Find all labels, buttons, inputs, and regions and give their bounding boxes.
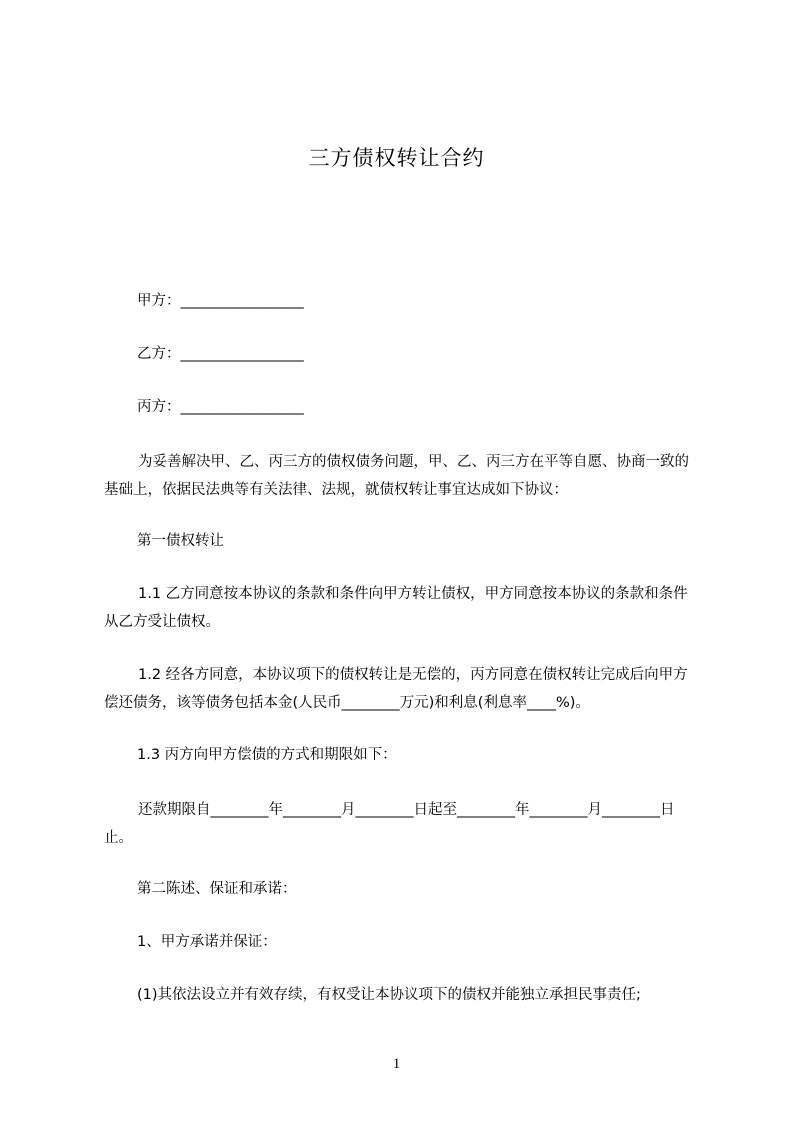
item-1-1-text: (1)其依法设立并有效存续，有权受让本协议项下的债权并能独立承担民事责任;	[137, 987, 641, 1003]
item-1-heading: 1、甲方承诺并保证：	[137, 934, 277, 950]
clause-1-2: 1.2 经各方同意，本协议项下的债权转让是无偿的，丙方同意在债权转让完成后向甲方偿还债务，该等债务包括本金(人民币________万元)和利息(利息率____%)。	[104, 667, 688, 711]
party-b-line: 乙方：_________________	[137, 346, 304, 362]
repayment-period-paragraph: 还款期限自________年________月________日起至________年________月________日止。	[104, 802, 675, 846]
page-number: 1	[392, 1056, 401, 1072]
clause-1-3: 1.3 丙方向甲方偿债的方式和期限如下：	[137, 747, 397, 763]
clause-1-1: 1.1 乙方同意按本协议的条款和条件向甲方转让债权，甲方同意按本协议的条款和条件从乙方受让债权。	[104, 586, 688, 630]
party-a-line: 甲方：_________________	[137, 293, 304, 309]
preamble-paragraph: 为妥善解决甲、乙、丙三方的债权债务问题，甲、乙、丙三方在平等自愿、协商一致的基础上，依据民法典等有关法律、法规，就债权转让事宜达成如下协议：	[104, 454, 689, 498]
party-c-line: 丙方：_________________	[137, 399, 304, 415]
document-title: 三方债权转让合约	[308, 146, 485, 170]
section-1-heading: 第一债权转让	[137, 533, 224, 549]
section-2-heading: 第二陈述、保证和承诺：	[137, 881, 297, 897]
